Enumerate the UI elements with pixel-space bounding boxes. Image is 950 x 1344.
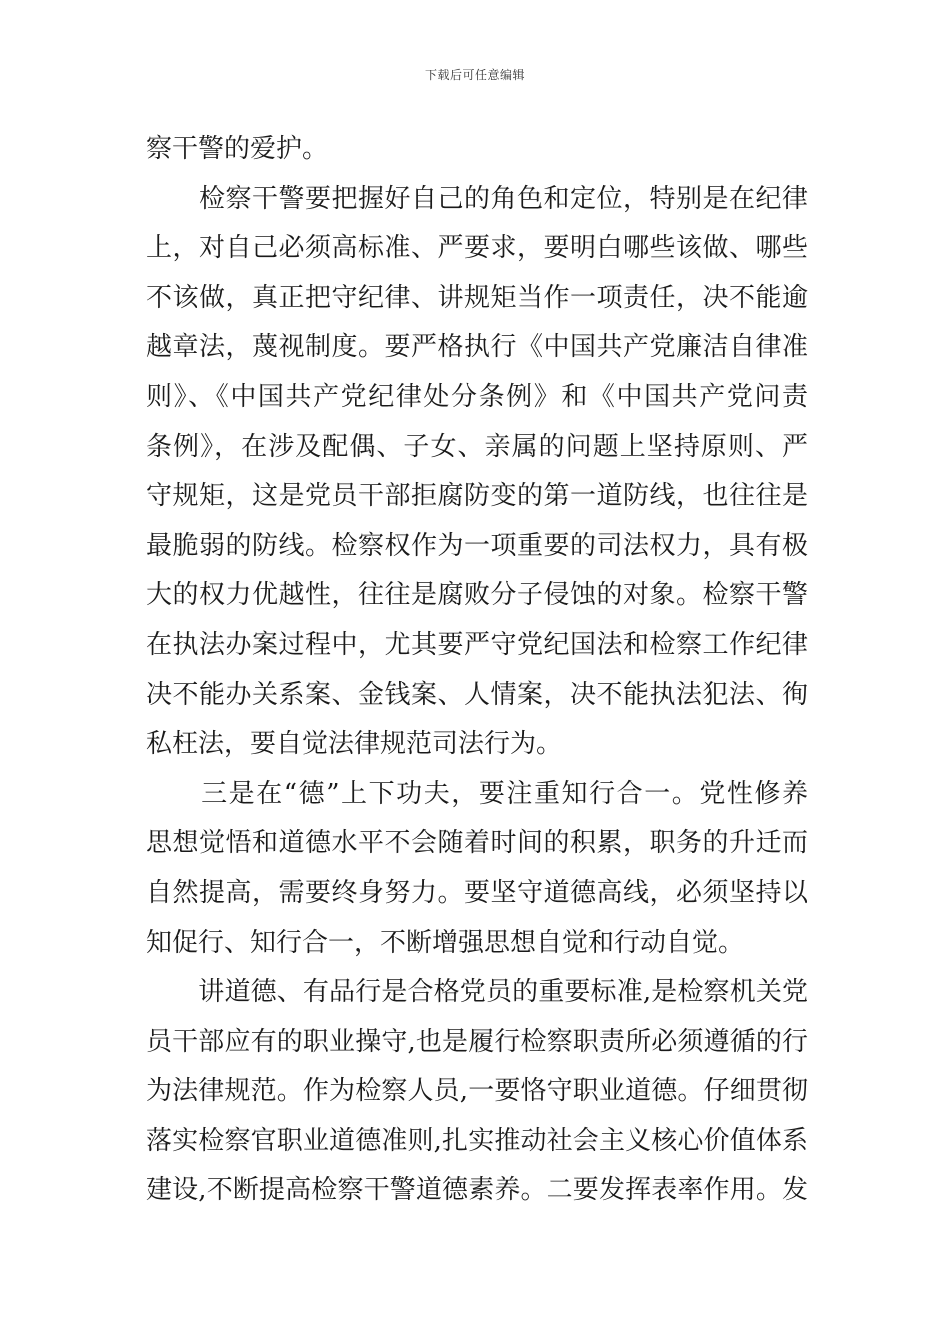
text-line: 三是在“德”上下功夫，要注重知行合一。党性修养 <box>146 778 808 809</box>
text-line: 决不能办关系案、金钱案、人情案，决不能执法犯法、徇 <box>146 679 808 710</box>
text-line: 守规矩，这是党员干部拒腐防变的第一道防线，也往往是 <box>146 481 808 512</box>
text-line: 为法律规范。作为检察人员,一要恪守职业道德。仔细贯彻 <box>146 1076 808 1107</box>
text-line: 检察干警要把握好自己的角色和定位，特别是在纪律 <box>146 183 808 214</box>
text-line: 不该做，真正把守纪律、讲规矩当作一项责任，决不能逾 <box>146 282 808 313</box>
paragraph <box>146 770 808 968</box>
document-body <box>146 125 808 1216</box>
text-line: 知促行、知行合一，不断增强思想自觉和行动自觉。 <box>146 927 745 958</box>
text-line: 讲道德、有品行是合格党员的重要标准,是检察机关党 <box>146 977 808 1008</box>
text-line: 在执法办案过程中，尤其要严守党纪国法和检察工作纪律 <box>146 629 808 660</box>
text-line: 大的权力优越性，往往是腐败分子侵蚀的对象。检察干警 <box>146 580 808 611</box>
text-line: 条例》，在涉及配偶、子女、亲属的问题上坚持原则、严 <box>146 431 808 462</box>
text-line: 自然提高，需要终身努力。要坚守道德高线，必须坚持以 <box>146 877 808 908</box>
paragraph <box>146 968 808 1216</box>
text-line: 上，对自己必须高标准、严要求，要明白哪些该做、哪些 <box>146 233 808 264</box>
paragraph <box>146 125 808 175</box>
text-line: 最脆弱的防线。检察权作为一项重要的司法权力，具有极 <box>146 530 808 561</box>
text-line: 则》、《中国共产党纪律处分条例》和《中国共产党问责 <box>146 381 808 412</box>
text-line: 察干警的爱护。 <box>146 134 329 164</box>
text-line: 落实检察官职业道德准则,扎实推动社会主义核心价值体系 <box>146 1125 808 1156</box>
text-line: 思想觉悟和道德水平不会随着时间的积累，职务的升迁而 <box>146 828 808 859</box>
text-line: 越章法，蔑视制度。要严格执行《中国共产党廉洁自律准 <box>146 332 808 363</box>
text-line: 私枉法，要自觉法律规范司法行为。 <box>146 729 563 760</box>
text-line: 建设,不断提高检察干警道德素养。二要发挥表率作用。发 <box>146 1175 808 1206</box>
page-header: 下载后可任意编辑 <box>424 68 525 82</box>
text-line: 员干部应有的职业操守,也是履行检察职责所必须遵循的行 <box>146 1026 808 1057</box>
paragraph <box>146 175 808 770</box>
